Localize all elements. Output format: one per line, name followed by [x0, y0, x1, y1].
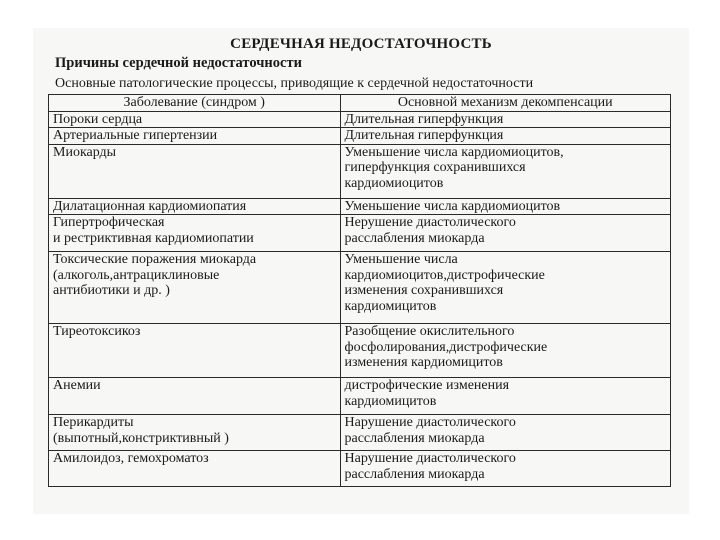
cell-line: Разобщение окислительного [344, 324, 515, 339]
disease-cell [49, 252, 341, 324]
cell-line: расслабления миокарда [344, 230, 485, 246]
table-row [49, 198, 671, 215]
cell-line: Уменьшение числа [344, 252, 458, 267]
cell-line: кардиомицитов [344, 298, 437, 314]
page-title: СЕРДЕЧНАЯ НЕДОСТАТОЧНОСТЬ [230, 36, 492, 52]
table-body [49, 111, 671, 487]
disease-cell [49, 198, 341, 215]
cell-line: Нарушение диастолического [344, 451, 516, 466]
cell-line: Тиреотоксикоз [53, 324, 141, 339]
cell-line: антибиотики и др. ) [53, 283, 170, 298]
table-row [49, 111, 671, 128]
disease-cell [49, 378, 341, 415]
disease-cell [49, 324, 341, 378]
cell-line: Нерушение диастолического [344, 215, 516, 230]
mechanism-cell [340, 144, 671, 198]
cell-line: Артериальные гипертензии [53, 128, 218, 143]
cell-line: (выпотный,констриктивный ) [53, 430, 229, 446]
cell-line: Уменьшение числа кардиомиоцитов [344, 198, 561, 214]
cell-line: Дилатационная кардиомиопатия [53, 198, 247, 214]
cell-line: Миокарды [53, 144, 117, 160]
header-disease: Заболевание (синдром ) [49, 95, 341, 112]
mechanism-cell [340, 451, 671, 487]
cell-line: Токсические поражения миокарда [53, 252, 257, 267]
cell-line: кардиомицитов [344, 393, 437, 409]
mechanism-cell [340, 111, 671, 128]
table-row [49, 378, 671, 415]
table-row [49, 324, 671, 378]
table-row [49, 415, 671, 451]
cell-line: кардиомиоцитов [344, 175, 444, 191]
cell-line: дистрофические изменения [344, 378, 510, 393]
mechanism-cell [340, 215, 671, 252]
intro-text: Основные патологические процессы, приводящие к сердечной недостаточности [55, 76, 534, 91]
table-row [49, 128, 671, 145]
cell-line: гиперфункция сохранившихся [344, 160, 526, 175]
slide-page [33, 28, 689, 514]
disease-cell [49, 111, 341, 128]
disease-cell [49, 415, 341, 451]
cell-line: расслабления миокарда [344, 466, 485, 482]
cell-line: Нарушение диастолического [344, 415, 516, 430]
table-header-row [49, 95, 671, 112]
mechanism-cell [340, 415, 671, 451]
table-row [49, 144, 671, 198]
cell-line: изменения кардиомицитов [344, 355, 503, 370]
mechanism-cell [340, 198, 671, 215]
cell-line: кардиомиоцитов,дистрофические [344, 267, 545, 283]
cell-line: Длительная гиперфункция [344, 128, 504, 143]
mechanism-cell [340, 128, 671, 145]
cell-line: Анемии [53, 378, 101, 393]
cell-line: и рестриктивная кардиомиопатии [53, 230, 254, 246]
cell-line: расслабления миокарда [344, 430, 485, 446]
mechanism-cell [340, 324, 671, 378]
disease-cell [49, 128, 341, 145]
cell-line: Перикардиты [53, 415, 134, 430]
causes-table [48, 94, 671, 487]
cell-line: Пороки сердца [53, 111, 143, 127]
table-row [49, 252, 671, 324]
cell-line: Амилоидоз, гемохроматоз [53, 451, 209, 466]
table-row [49, 451, 671, 487]
table-row [49, 215, 671, 252]
cell-line: (алкоголь,антрациклиновые [53, 267, 220, 283]
cell-line: Гипертрофическая [53, 215, 165, 230]
header-mechanism: Основной механизм декомпенсации [340, 95, 671, 112]
cell-line: изменения сохранившихся [344, 283, 504, 298]
disease-cell [49, 144, 341, 198]
disease-cell [49, 215, 341, 252]
cell-line: фосфолирования,дистрофические [344, 339, 548, 355]
mechanism-cell [340, 252, 671, 324]
cell-line: Уменьшение числа кардиомиоцитов, [344, 144, 564, 160]
section-subtitle: Причины сердечной недостаточности [55, 55, 302, 71]
cell-line: Длительная гиперфункция [344, 111, 504, 127]
mechanism-cell [340, 378, 671, 415]
disease-cell [49, 451, 341, 487]
